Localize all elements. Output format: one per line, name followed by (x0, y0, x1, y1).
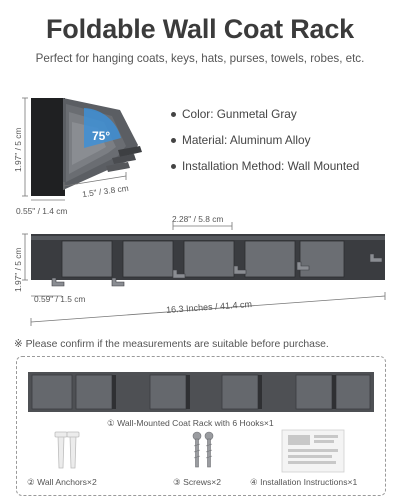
feature-text: Color: Gunmetal Gray (182, 107, 297, 121)
front-view-edge-dimension: 0.59" / 1.5 cm (34, 294, 86, 304)
front-view-height-dimension: 1.97" / 5 cm (13, 247, 23, 292)
side-view-height-dimension: 1.97" / 5 cm (13, 127, 23, 172)
caption-instructions: ④ Installation Instructions×1 (250, 477, 358, 487)
side-view-thickness-dimension: 0.55" / 1.4 cm (16, 206, 68, 216)
measurement-note: ※ Please confirm if the measurements are suitable before purchase. (14, 339, 329, 350)
hook-spacing-dimension: 2.28" / 5.8 cm (172, 214, 224, 224)
feature-text: Installation Method: Wall Mounted (182, 159, 360, 173)
feature-text: Material: Aluminum Alloy (182, 133, 311, 147)
caption-screws: ③ Screws×2 (173, 477, 222, 487)
side-view-depth-dimension: 1.5" / 3.8 cm (81, 182, 130, 200)
caption-wall-anchors: ② Wall Anchors×2 (27, 477, 97, 487)
page-title: Foldable Wall Coat Rack (46, 14, 354, 44)
page-subtitle: Perfect for hanging coats, keys, hats, purses, towels, robes, etc. (35, 52, 365, 65)
caption-rack: ① Wall-Mounted Coat Rack with 6 Hooks×1 (107, 418, 274, 428)
front-view-length-dimension: 16.3 Inches / 41.4 cm (165, 299, 253, 315)
side-view-angle-label: 75° (92, 129, 111, 143)
